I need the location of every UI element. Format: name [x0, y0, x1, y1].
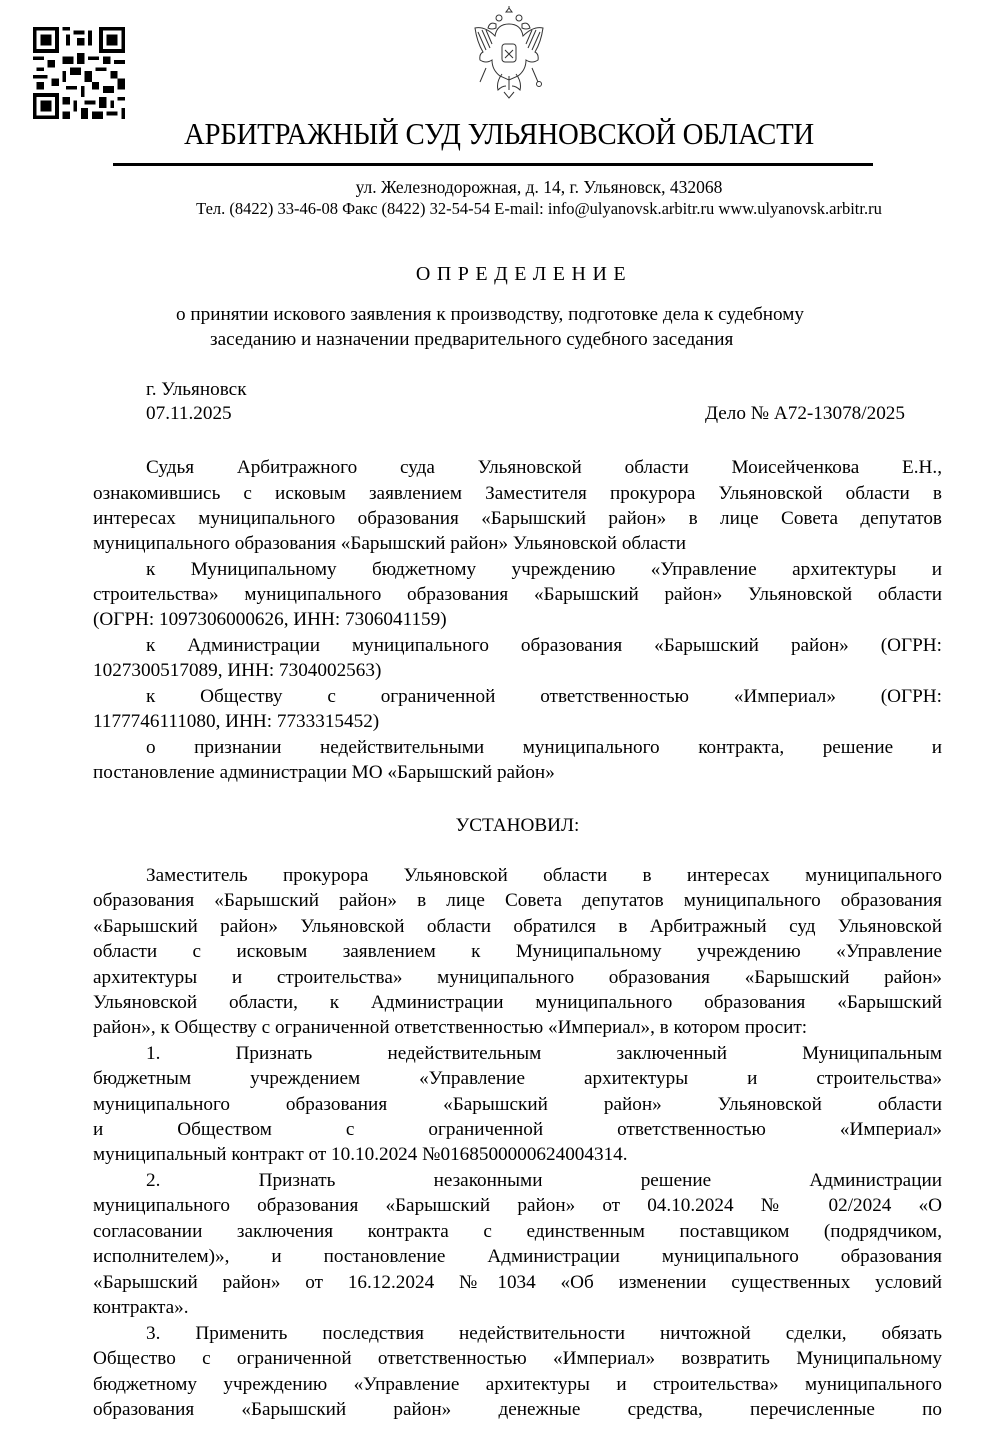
intro-line: строительства» муниципального образования «Барышский район» Ульяновской области	[93, 584, 942, 605]
intro-line: к Обществу с ограниченной ответственностью «Империал» (ОГРН:	[146, 686, 942, 707]
intro-line: 1177746111080, ИНН: 7733315452)	[93, 711, 380, 732]
body-line: области с исковым заявлением к Муниципальному учреждению «Управление	[93, 941, 942, 962]
body-line: Ульяновской области, к Администрации муниципального образования «Барышский	[93, 992, 942, 1013]
body-line: Заместитель прокурора Ульяновской области в интересах муниципального	[146, 865, 942, 886]
intro-line: к Администрации муниципального образования «Барышский район» (ОГРН:	[146, 635, 942, 656]
document-date: 07.11.2025	[146, 403, 232, 424]
document-title: ОПРЕДЕЛЕНИЕ	[415, 263, 633, 285]
claim-1-line: бюджетным учреждением «Управление архитектуры и строительства»	[93, 1068, 942, 1089]
qr-code-icon	[33, 27, 125, 119]
court-contacts: Тел. (8422) 33-46-08 Факс (8422) 32-54-54 E-mail: info@ulyanovsk.arbitr.ru www.ulyanovsk.arbitr.ru	[196, 199, 882, 218]
claim-1-line: муниципальный контракт от 10.10.2024 №0168500000624004314.	[93, 1144, 628, 1165]
claim-3-line: образования «Барышский район» денежные средства, перечисленные по	[93, 1399, 942, 1420]
claim-2-line: «Барышский район» от 16.12.2024 №1034 «Об изменении существенных условий	[93, 1272, 942, 1293]
claim-1-line: и Обществом с ограниченной ответственностью «Империал»	[93, 1119, 942, 1140]
russian-coat-of-arms-icon	[466, 4, 552, 104]
court-name: АРБИТРАЖНЫЙ СУД УЛЬЯНОВСКОЙ ОБЛАСТИ	[184, 116, 814, 151]
intro-line: ознакомившись с исковым заявлением Заместителя прокурора Ульяновской области в	[93, 483, 942, 504]
intro-line: 1027300517089, ИНН: 7304002563)	[93, 660, 382, 681]
document-subtitle-line-2: заседанию и назначении предварительного судебного заседания	[210, 329, 734, 350]
claim-1-line: муниципального образования «Барышский район» Ульяновской области	[93, 1094, 942, 1115]
claim-3-line: бюджетному учреждению «Управление архитектуры и строительства» муниципального	[93, 1374, 942, 1395]
intro-line: о признании недействительными муниципального контракта, решение и	[146, 737, 942, 758]
claim-3-line: 3. Применить последствия недействительности ничтожной сделки, обязать	[146, 1323, 942, 1344]
intro-line: Судья Арбитражного суда Ульяновской области Моисейченкова Е.Н.,	[146, 457, 942, 478]
intro-line: муниципального образования «Барышский район» Ульяновской области	[93, 533, 686, 554]
document-subtitle-line-1: о принятии искового заявления к производству, подготовке дела к судебному	[176, 304, 805, 325]
case-number: Дело № А72-13078/2025	[704, 403, 905, 424]
court-address: ул. Железнодорожная, д. 14, г. Ульяновск, 432068	[355, 177, 723, 197]
body-line: архитектуры и строительства» муниципального образования «Барышский район»	[93, 967, 942, 988]
intro-line: интересах муниципального образования «Барышский район» в лице Совета депутатов	[93, 508, 942, 529]
claim-2-line: муниципального образования «Барышский район» от 04.10.2024 № 02/2024 «О	[93, 1195, 942, 1216]
header-divider	[113, 163, 873, 166]
document-city: г. Ульяновск	[146, 379, 247, 400]
body-line: образования «Барышский район» в лице Совета депутатов муниципального образования	[93, 890, 942, 911]
claim-2-line: согласовании заключения контракта с единственным поставщиком (подрядчиком,	[93, 1221, 942, 1242]
body-line: «Барышский район» Ульяновской области обратился в Арбитражный суд Ульяновской	[93, 916, 942, 937]
intro-line: (ОГРН: 1097306000626, ИНН: 7306041159)	[93, 609, 447, 630]
body-line: район», к Обществу с ограниченной ответственностью «Империал», в котором просит:	[93, 1017, 808, 1038]
intro-line: постановление администрации МО «Барышский район»	[93, 762, 555, 783]
established-heading: УСТАНОВИЛ:	[455, 815, 580, 836]
intro-line: к Муниципальному бюджетному учреждению «Управление архитектуры и	[146, 559, 942, 580]
claim-2-line: контракта».	[93, 1297, 189, 1318]
claim-3-line: Общество с ограниченной ответственностью «Империал» возвратить Муниципальному	[93, 1348, 942, 1369]
claim-2-line: исполнителем)», и постановление Администрации муниципального образования	[93, 1246, 942, 1267]
claim-2-line: 2. Признать незаконными решение Администрации	[146, 1170, 942, 1191]
claim-1-line: 1. Признать недействительным заключенный Муниципальным	[146, 1043, 942, 1064]
